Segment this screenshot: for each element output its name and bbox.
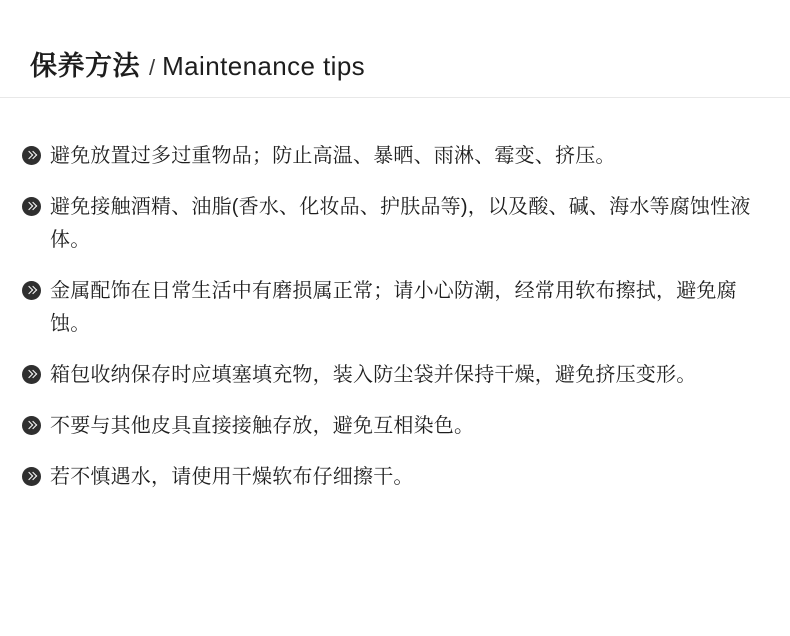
tips-list (22, 140, 774, 512)
header-divider (0, 97, 790, 98)
page-title (30, 44, 790, 83)
chevron-double-right-icon (22, 416, 41, 435)
page-header (0, 0, 790, 81)
list-item-text: 避免放置过多过重物品；防止高温、暴晒、雨淋、霉变、挤压。 (50, 145, 616, 167)
chevron-double-right-icon (22, 467, 41, 486)
chevron-double-right-icon (22, 365, 41, 384)
list-item (22, 191, 774, 257)
page-title-english: Maintenance tips (162, 51, 366, 81)
list-item-text: 不要与其他皮具直接接触存放，避免互相染色。 (50, 415, 475, 437)
page-title-chinese: 保养方法 (30, 51, 140, 81)
title-separator: / (149, 55, 156, 80)
list-item (22, 461, 774, 494)
list-item (22, 410, 774, 443)
list-item-text: 避免接触酒精、油脂(香水、化妆品、护肤品等)，以及酸、碱、海水等腐蚀性液体。 (50, 196, 751, 251)
list-item (22, 275, 774, 341)
list-item-text: 箱包收纳保存时应填塞填充物，装入防尘袋并保持干燥，避免挤压变形。 (50, 364, 697, 386)
list-item (22, 140, 774, 173)
chevron-double-right-icon (22, 197, 41, 216)
list-item (22, 359, 774, 392)
chevron-double-right-icon (22, 146, 41, 165)
list-item-text: 若不慎遇水，请使用干燥软布仔细擦干。 (50, 466, 414, 488)
list-item-text: 金属配饰在日常生活中有磨损属正常；请小心防潮，经常用软布擦拭，避免腐蚀。 (50, 280, 737, 335)
chevron-double-right-icon (22, 281, 41, 300)
